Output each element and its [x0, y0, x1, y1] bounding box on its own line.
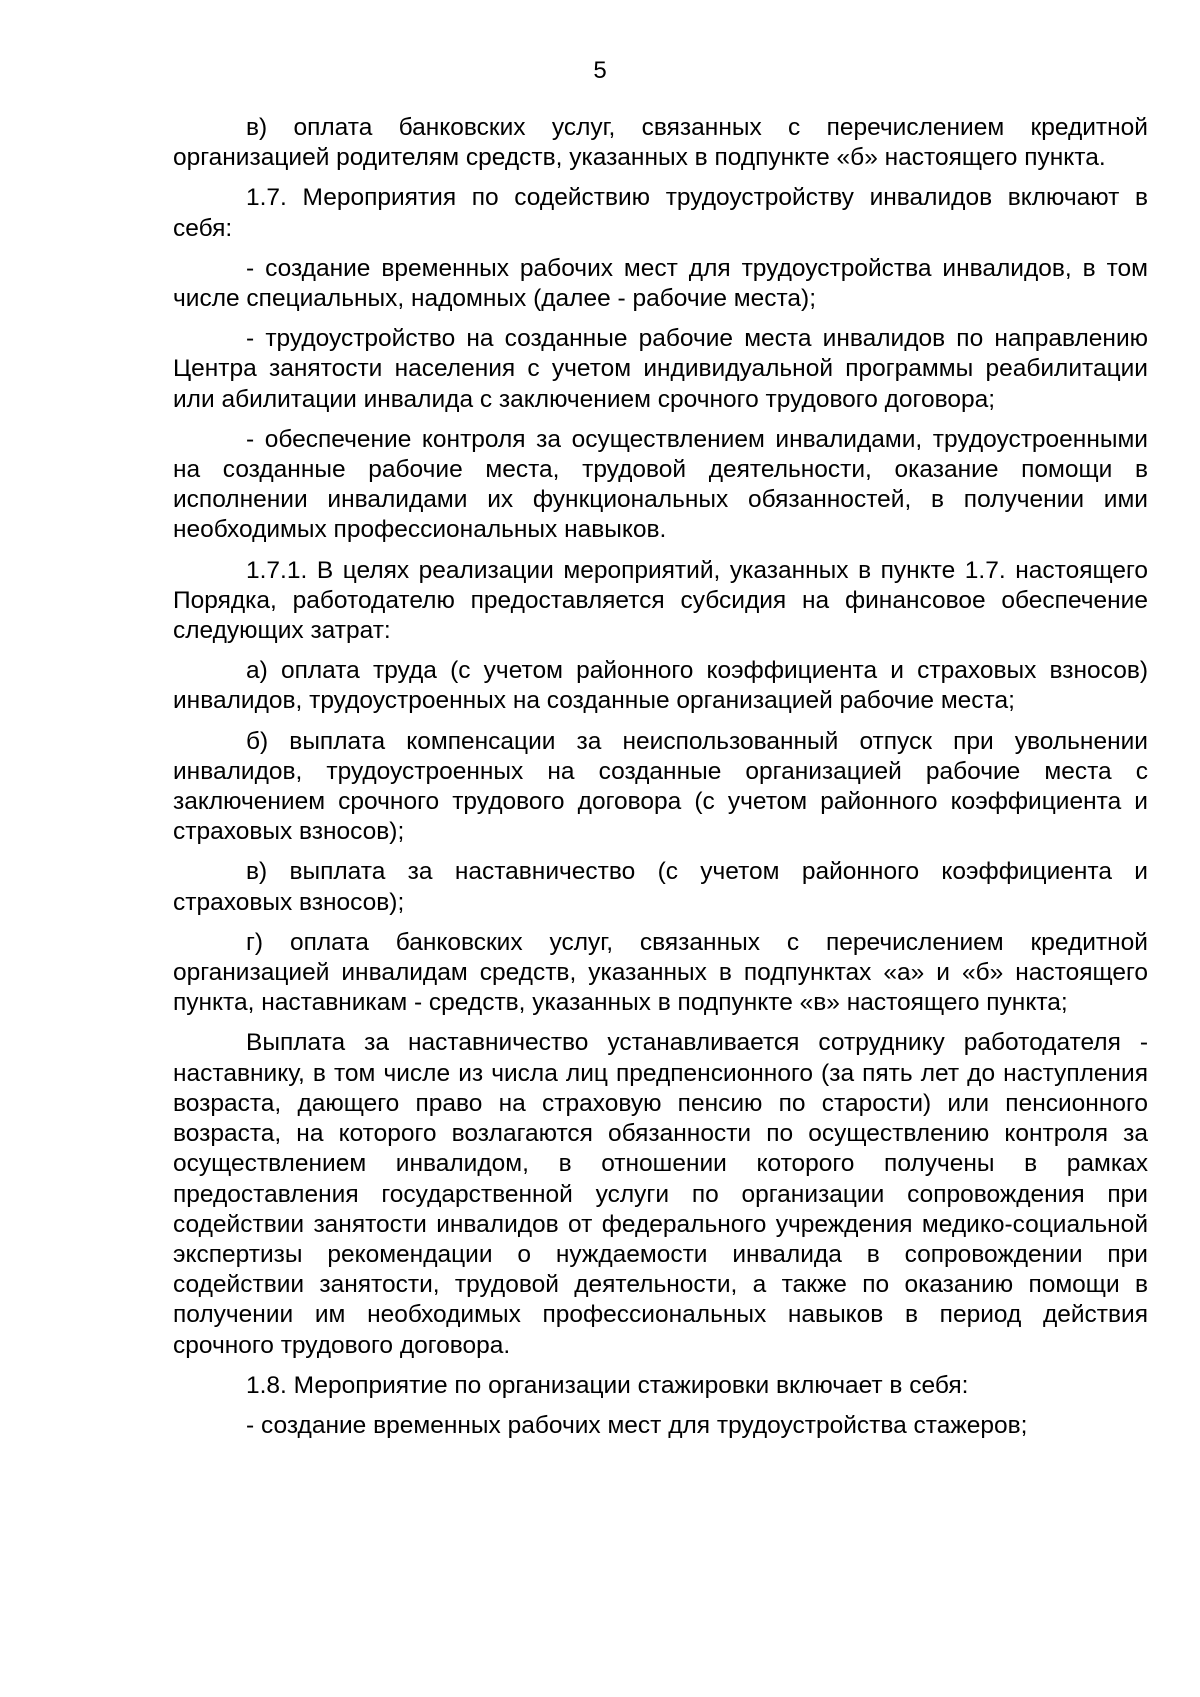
subitem-v-mentorship: в) выплата за наставничество (с учетом районного коэффициента и страховых взносов);	[173, 858, 1148, 916]
paragraph-3v-bank-services-parents: в) оплата банковских услуг, связанных с перечислением кредитной организацией родителям средств, указанных в подпункте «б» настоящего пункта.	[173, 114, 1148, 172]
paragraph-1-7-heading: 1.7. Мероприятия по содействию трудоустройству инвалидов включают в себя:	[173, 184, 1148, 242]
paragraph-1-8-heading: 1.8. Мероприятие по организации стажировки включает в себя:	[246, 1371, 969, 1399]
page-number: 5	[593, 57, 607, 84]
list-item-intern-workplaces: - создание временных рабочих мест для трудоустройства стажеров;	[246, 1411, 1028, 1439]
list-item-create-workplaces: - создание временных рабочих мест для трудоустройства инвалидов, в том числе специальных, надомных (далее - рабочие места);	[173, 254, 1148, 313]
subitem-g-bank-services: г) оплата банковских услуг, связанных с перечислением кредитной организацией инвалидам средств, указанных в подпунктах «а» и «б» настоящего пункта, наставникам - средств, указанных в подпункте «в» настоящего пункта;	[173, 928, 1148, 1017]
subitem-a-wages: а) оплата труда (с учетом районного коэффициента и страховых взносов) инвалидов, трудоустроенных на созданные организацией рабочие места;	[173, 657, 1148, 715]
paragraph-mentorship-payment: Выплата за наставничество устанавливается сотруднику работодателя - наставнику, в том числе из числа лиц предпенсионного (за пять лет до наступления возраста, дающего право на страховую пенсию по старости) или пенсионного возраста, на которого возлагаются обязанности по осуществлению контроля за осуществлением инвалидом, в отношении которого получены в рамках предоставления государственной услуги по организации сопровождения при содействии занятости инвалидов от федерального учреждения медико-социальной экспертизы рекомендации о нуждаемости инвалида в сопровождении при содействии занятости, трудовой деятельности, а также по оказанию помощи в получении им необходимых профессиональных навыков в период действия срочного трудового договора.	[173, 1029, 1148, 1359]
list-item-control-activity: - обеспечение контроля за осуществлением инвалидами, трудоустроенными на созданные рабочие места, трудовой деятельности, оказание помощи в исполнении инвалидами их функциональных обязанностей, в получении ими необходимых профессиональных навыков.	[173, 425, 1148, 544]
list-item-employment-disabled: - трудоустройство на созданные рабочие места инвалидов по направлению Центра занятости населения с учетом индивидуальной программы реабилитации или абилитации инвалида с заключением срочного трудового договора;	[173, 325, 1148, 413]
paragraph-1-7-1: 1.7.1. В целях реализации мероприятий, указанных в пункте 1.7. настоящего Порядка, работодателю предоставляется субсидия на финансовое обеспечение следующих затрат:	[173, 556, 1148, 645]
subitem-b-compensation: б) выплата компенсации за неиспользованный отпуск при увольнении инвалидов, трудоустроенных на созданные организацией рабочие места с заключением срочного трудового договора (с учетом районного коэффициента и страховых взносов);	[173, 727, 1148, 846]
document-body	[173, 113, 1148, 1441]
